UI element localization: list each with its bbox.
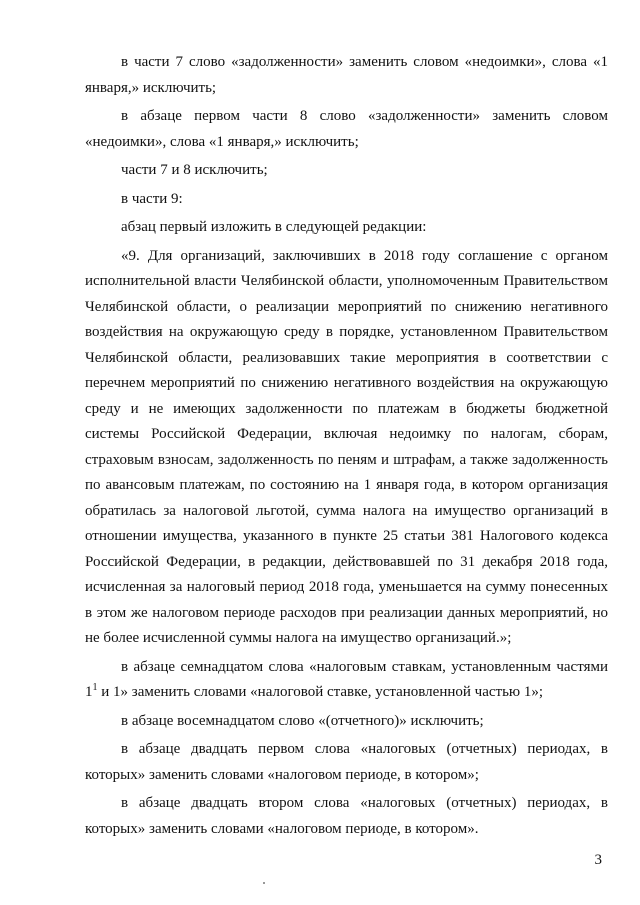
abzac-17-before: в абзаце семнадцатом слова «налоговым ставкам, установленным частями 1: [85, 658, 608, 700]
paragraph-abzac-21: в абзаце двадцать первом слова «налоговых (отчетных) периодах, в которых» заменить словами «налоговом периоде, в котором»;: [85, 741, 608, 783]
paragraph-quoted-text: «9. Для организаций, заключивших в 2018 году соглашение с органом исполнительной власти Челябинской области, уполномоченным Правительством Челябинской области, о реализации мероприятий по снижению негативного воздействия на окружающую среду в порядке, установленном Правительством Челябинской области, реализовавших такие мероприятия в соответствии с перечнем мероприятий по снижению негативного воздействия на окружающую среду и не имеющих задолженности по платежам в бюджеты бюджетной системы Российской Федерации, включая недоимку по налогам, сборам, страховым взносам, задолженность по пеням и штрафам, а также задолженность по авансовым платежам, по состоянию на 1 января года, в котором организация обратилась за налоговой льготой, сумма налога на имущество организаций в отношении имущества, указанного в пункте 25 статьи 381 Налогового кодекса Российской Федерации, в редакции, действовавшей по 31 декабря 2018 года, исчисленная за налоговый период 2018 года, уменьшается на сумму понесенных в этом же налоговом периоде расходов при реализации данных мероприятий, но не более исчисленной суммы налога на имущество организаций.»;: [85, 247, 608, 646]
paragraph-part9: в части 9:: [121, 190, 183, 207]
superscript-one: 1: [92, 682, 98, 693]
paragraph-abzac-22: в абзаце двадцать втором слова «налоговых (отчетных) периодах, в которых» заменить словами «налоговом периоде, в котором».: [85, 795, 608, 837]
page-number: 3: [594, 852, 602, 868]
scan-speck: [263, 882, 265, 884]
paragraph-abzac-17: [85, 655, 608, 706]
paragraph-part8: в абзаце первом части 8 слово «задолженности» заменить словом «недоимки», слова «1 января,» исключить;: [85, 108, 608, 150]
abzac-17-after: и 1» заменить словами «налоговой ставке, установленной частью 1»;: [97, 684, 544, 700]
paragraph-abzac-18: в абзаце восемнадцатом слово «(отчетного)» исключить;: [121, 712, 484, 729]
paragraph-part7: в части 7 слово «задолженности» заменить словом «недоимки», слова «1 января,» исключить;: [85, 54, 608, 96]
paragraph-exclude-7-8: части 7 и 8 исключить;: [121, 162, 268, 178]
paragraph-first-abzac: абзац первый изложить в следующей редакции:: [121, 219, 427, 235]
document-body: [85, 50, 608, 845]
